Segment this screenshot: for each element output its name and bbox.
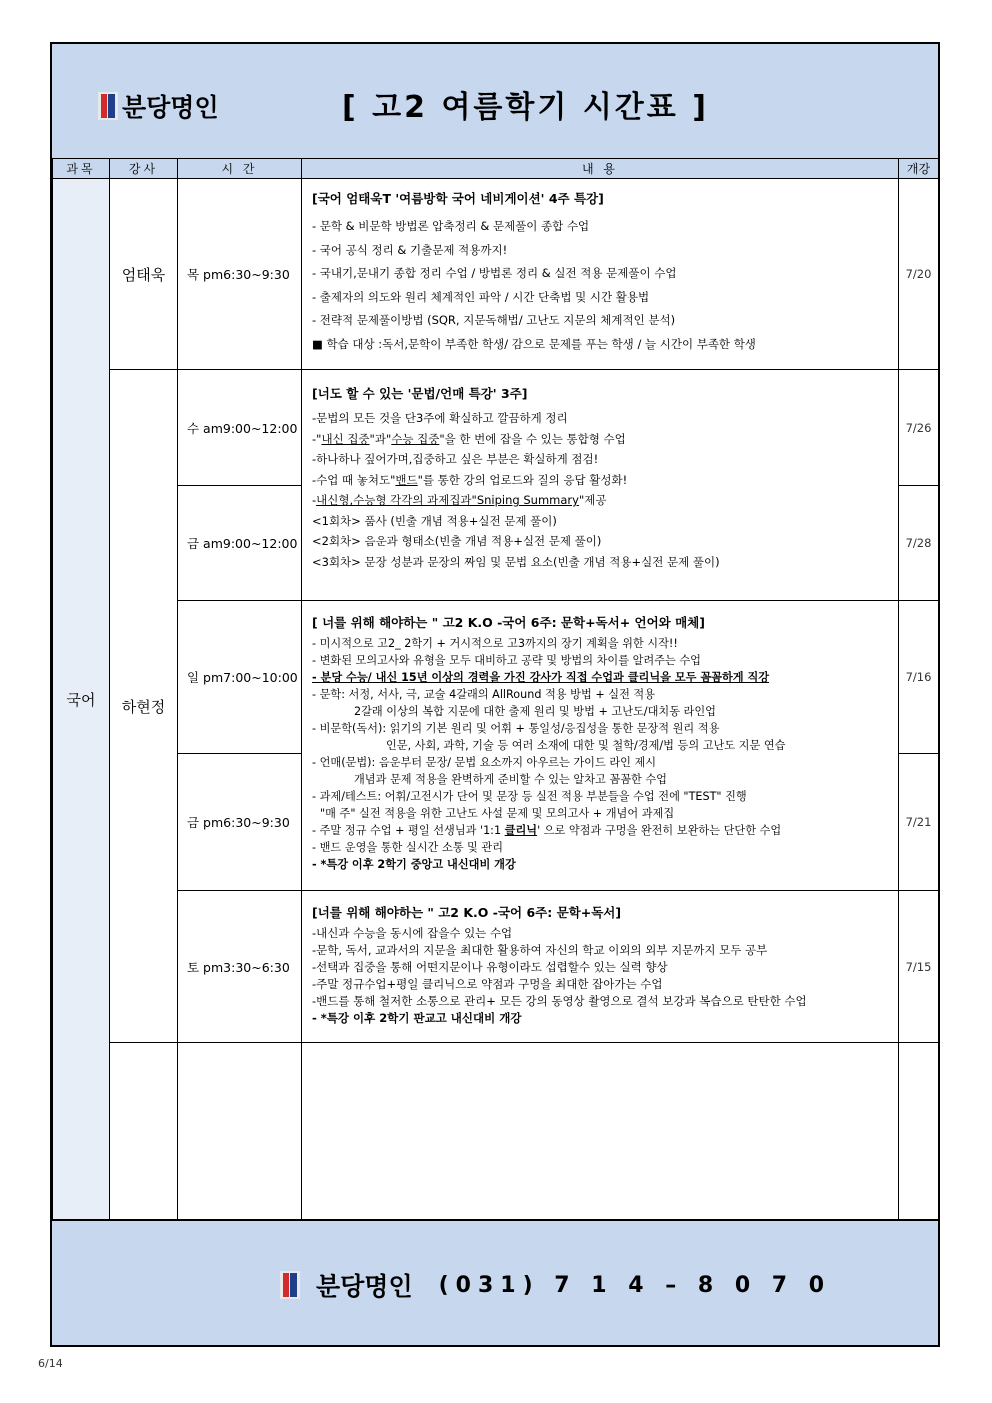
course-line: - 국어 공식 정리 & 기출문제 적용까지! [312, 242, 508, 257]
text-part: "를 통한 강의 업로드와 질의 응답 활성화! [417, 472, 628, 487]
text-part: 클리닉 [504, 824, 538, 837]
empty-cell [302, 1043, 899, 1220]
text-part: "과" [369, 431, 392, 446]
brand-logo-icon [280, 1271, 300, 1299]
subject-cell: 국어 [53, 179, 110, 1220]
table-row-empty [53, 1043, 939, 1220]
course-line: - 변화된 모의고사와 유형을 모두 대비하고 공략 및 방법의 차이를 알려주는 수업 [312, 654, 701, 667]
course-line: ■ 학습 대상 :독서,문학이 부족한 학생/ 감으로 문제를 푸는 학생 / 늘 시간이 부족한 학생 [312, 336, 756, 351]
start-date-cell: 7/28 [899, 486, 939, 601]
text-part: 수능 집중 [391, 431, 440, 446]
course-emphasis-line: - 분당 수능/ 내신 15년 이상의 경력을 가진 강사가 직접 수업과 클리닉을 모두 꼼꼼하게 직강 [312, 671, 770, 684]
start-date-cell: 7/15 [899, 891, 939, 1043]
start-date-cell: 7/20 [899, 179, 939, 370]
footer-contact [280, 1267, 831, 1303]
start-date-cell: 7/16 [899, 601, 939, 754]
course-line: - 미시적으로 고2_ 2학기 + 거시적으로 고3까지의 장기 계획을 위한 시작!! [312, 637, 678, 650]
course-line: -선택과 집중을 통해 어떤지문이나 유형이라도 섭렵할수 있는 실력 향상 [312, 960, 668, 974]
course-line: -주말 정규수업+평일 클리닉으로 약점과 구멍을 최대한 잡아가는 수업 [312, 977, 663, 991]
course-line: -내신과 수능을 동시에 잡을수 있는 수업 [312, 926, 513, 940]
course-line: 인문, 사회, 과학, 기술 등 여러 소재에 대한 및 철학/경제/법 등의 고난도 지문 연습 [386, 739, 786, 752]
time-cell: 목 pm6:30~9:30 [178, 179, 302, 370]
col-time: 시 간 [178, 159, 302, 179]
text-part: 내신 집중 [321, 431, 370, 446]
brand-name: 분당명인 [122, 93, 219, 122]
course-line: <3회차> 문장 성분과 문장의 짜임 및 문법 요소(빈출 개념 적용+실전 문제 풀이) [312, 554, 720, 569]
table-row [53, 370, 939, 486]
table-row [53, 891, 939, 1043]
course-line: -문학, 독서, 교과서의 지문을 최대한 활용하여 자신의 학교 이외의 외부 지문까지 모두 공부 [312, 943, 768, 957]
course-line: -문법의 모든 것을 단3주에 확실하고 깔끔하게 정리 [312, 411, 568, 425]
course-line: <1회차> 품사 (빈출 개념 적용+실전 문제 풀이) [312, 513, 557, 528]
time-cell: 토 pm3:30~6:30 [178, 891, 302, 1043]
course-line: - 국내기,문내기 종합 정리 수업 / 방법론 정리 & 실전 적용 문제풀이 수업 [312, 266, 677, 280]
course-line: - 출제자의 의도와 원리 체계적인 파악 / 시간 단축법 및 시간 활용법 [312, 289, 650, 304]
header-band [52, 44, 938, 158]
course-line: 개념과 문제 적용을 완벽하게 준비할 수 있는 알차고 꼼꼼한 수업 [354, 773, 667, 786]
course-line: - 문학 & 비문학 방법론 압축정리 & 문제풀이 종합 수업 [312, 219, 590, 233]
text-part: -" [312, 431, 322, 446]
text-part: 내신형,수능형 각각의 과제집과"Sniping Summary [316, 493, 579, 507]
course-title: [ 너를 위해 해야하는 " 고2 K.O -국어 6주: 문학+독서+ 언어와 매체] [312, 615, 705, 630]
course-line: - 전략적 문제풀이방법 (SQR, 지문독해법/ 고난도 지문의 체계적인 분석) [312, 313, 676, 327]
course-line: -하나하나 짚어가며,집중하고 싶은 부분은 확실하게 점검! [312, 452, 599, 466]
teacher-cell: 엄태욱 [110, 179, 178, 370]
text-part: 밴드 [395, 472, 418, 487]
col-subject: 과목 [53, 159, 110, 179]
table-header-row [53, 159, 939, 179]
timetable-page [50, 42, 940, 1347]
course-line [312, 470, 890, 491]
course-line: - 밴드 운영을 통한 실시간 소통 및 관리 [312, 841, 504, 854]
course-line [312, 822, 890, 839]
course-line [312, 429, 890, 450]
course-title: [국어 엄태욱T '여름방학 국어 네비게이션' 4주 특강] [312, 191, 604, 206]
phone-number: (031) 7 1 4 – 8 0 7 0 [438, 1272, 832, 1298]
footer-band [52, 1220, 938, 1345]
text-part: - [312, 493, 317, 507]
course-line: - *특강 이후 2학기 판교고 내신대비 개강 [312, 1011, 522, 1025]
time-cell: 수 am9:00~12:00 [178, 370, 302, 486]
empty-cell [899, 1043, 939, 1220]
col-start: 개강 [899, 159, 939, 179]
start-date-cell: 7/26 [899, 370, 939, 486]
course-line: <2회차> 음운과 형태소(빈출 개념 적용+실전 문제 풀이) [312, 534, 602, 548]
course-line: - 과제/테스트: 어휘/고전시가 단어 및 문장 등 실전 적용 부분들을 수업 전에 "TEST" 진행 [312, 790, 747, 803]
time-cell: 금 pm6:30~9:30 [178, 754, 302, 891]
table-row [53, 179, 939, 370]
empty-cell [110, 1043, 178, 1220]
text-part: -수업 때 놓쳐도" [312, 472, 396, 487]
page-number: 6/14 [38, 1357, 63, 1370]
text-part: "을 한 번에 잡을 수 있는 통합형 수업 [439, 431, 626, 446]
col-content: 내 용 [302, 159, 899, 179]
text-part: "제공 [578, 493, 607, 507]
empty-cell [178, 1043, 302, 1220]
course-line: -밴드를 통해 철저한 소통으로 관리+ 모든 강의 동영상 촬영으로 결석 보강과 복습으로 탄탄한 수업 [312, 994, 807, 1008]
course-line: - 언매(문법): 음운부터 문장/ 문법 요소까지 아우르는 가이드 라인 제시 [312, 756, 657, 769]
course-title: [너를 위해 해야하는 " 고2 K.O -국어 6주: 문학+독서] [312, 905, 622, 920]
course-line [312, 490, 890, 511]
footer-brand-name: 분당명인 [316, 1272, 413, 1301]
start-date-cell: 7/21 [899, 754, 939, 891]
course-description [302, 370, 899, 601]
course-line: 2갈래 이상의 복합 지문에 대한 출제 원리 및 방법 + 고난도/대치동 라인업 [354, 705, 716, 718]
course-description [302, 601, 899, 891]
course-line: - 비문학(독서): 읽기의 기본 원리 및 어휘 + 통일성/응집성을 통한 문장적 원리 적용 [312, 722, 720, 735]
time-cell: 금 am9:00~12:00 [178, 486, 302, 601]
course-line: "매 주" 실전 적용을 위한 고난도 사설 문제 및 모의고사 + 개념어 과제집 [320, 807, 675, 820]
course-title: [너도 할 수 있는 '문법/언매 특강' 3주] [312, 386, 528, 401]
brand-logo [98, 88, 219, 124]
text-part: - 주말 정규 수업 + 평일 선생님과 '1:1 [312, 824, 505, 837]
schedule-table [52, 158, 939, 1220]
table-row [53, 601, 939, 754]
course-description [302, 179, 899, 370]
time-cell: 일 pm7:00~10:00 [178, 601, 302, 754]
col-teacher: 강사 [110, 159, 178, 179]
text-part: ' 으로 약점과 구멍을 완전히 보완하는 단단한 수업 [537, 824, 782, 837]
brand-logo-icon [98, 92, 118, 120]
teacher-cell: 하현정 [110, 370, 178, 1043]
page-title: [ 고2 여름학기 시간표 ] [342, 90, 709, 125]
course-line: - 문학: 서정, 서사, 극, 교술 4갈래의 AllRound 적용 방법 + 실전 적용 [312, 688, 656, 701]
course-line: - *특강 이후 2학기 중앙고 내신대비 개강 [312, 858, 516, 871]
course-description [302, 891, 899, 1043]
